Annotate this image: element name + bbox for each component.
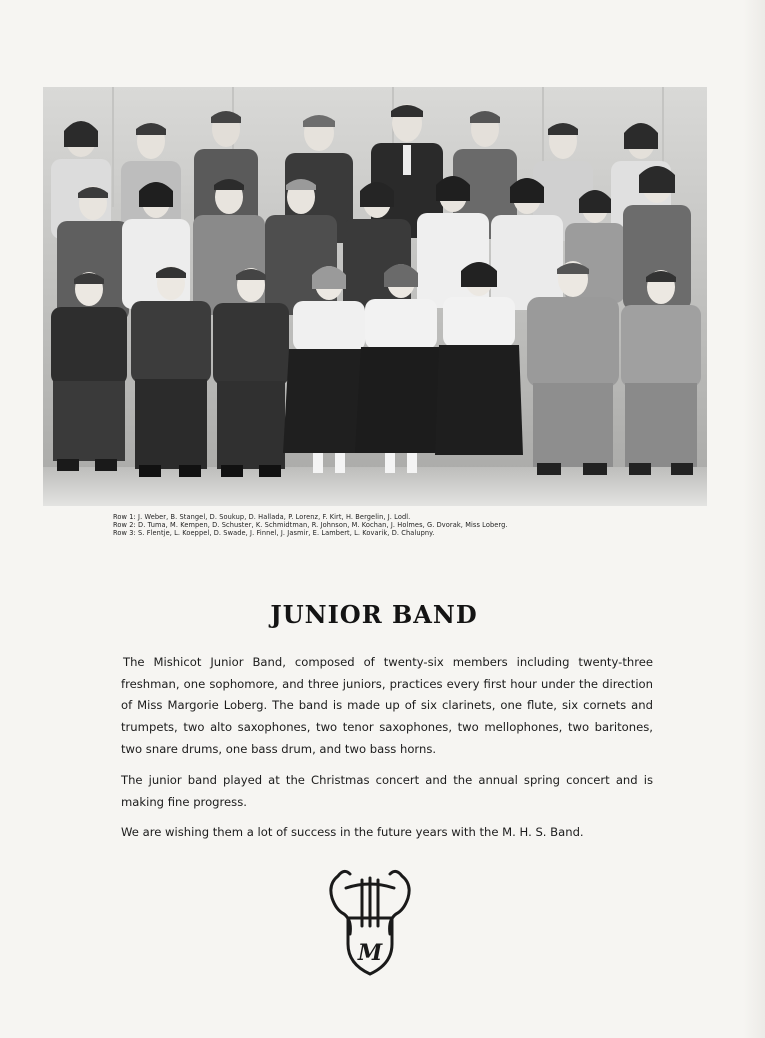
- group-photo: [43, 87, 707, 506]
- lyre-icon: [322, 864, 418, 982]
- photo-caption: [113, 513, 673, 537]
- caption-row-1: Row 1: J. Weber, B. Stangel, D. Soukup, D. Hallada, P. Lorenz, F. Kirt, H. Bergelin, J. Lodl.: [113, 513, 411, 521]
- page-title: JUNIOR BAND: [270, 600, 478, 629]
- paragraph-3: We are wishing them a lot of success in the future years with the M. H. S. Band.: [121, 825, 584, 839]
- paragraph-2: The junior band played at the Christmas concert and the annual spring concert and is making fine progress.: [121, 773, 653, 809]
- emblem-letter: M: [357, 940, 383, 966]
- group-photo-illustration: [43, 87, 707, 506]
- caption-row-3: Row 3: S. Flentje, L. Koeppel, D. Swade, J. Finnel, J. Jasmir, E. Lambert, L. Kovarik, D. Chalupny.: [113, 529, 435, 537]
- page-edge: [743, 0, 765, 1038]
- paragraph-1: The Mishicot Junior Band, composed of twenty-six members including twenty-three freshman, one sophomore, and three juniors, practices every first hour under the direction of Miss Margorie Loberg. The band is made up of six clarinets, one flute, six cornets and trumpets, two alto saxophones, two tenor saxophones, two mellophones, two baritones, two snare drums, one bass drum, and two bass horns.: [121, 655, 653, 756]
- caption-row-2: Row 2: D. Tuma, M. Kempen, D. Schuster, K. Schmidtman, R. Johnson, M. Kochan, J. Holmes, G. Dvorak, Miss Loberg.: [113, 521, 508, 529]
